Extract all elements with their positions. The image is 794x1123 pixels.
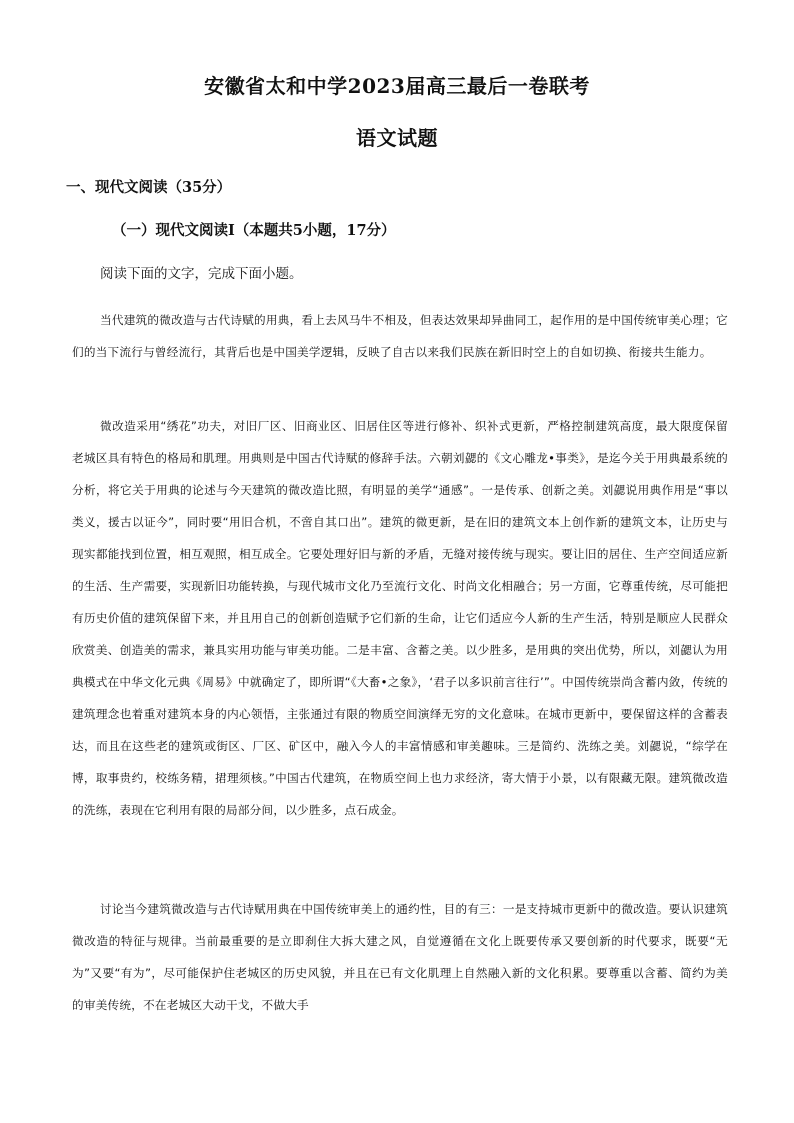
- passage-paragraph-3: 讨论当今建筑微改造与古代诗赋用典在中国传统审美上的通约性，目的有三：一是支持城市更新中的微改造。要认识建筑微改造的特征与规律。当前最重要的是立即刹住大拆大建之风，自觉遵循在文化上既要传承又要创新的时代要求，既要“无为”又要“有为”，尽可能保护住老城区的历史风貌，并且在已有文化肌理上自然融入新的文化积累。要尊重以含蓄、简约为美的审美传统，不在老城区大动干戈，不做大手: [72, 902, 728, 1012]
- reading-instruction: 阅读下面的文字，完成下面小题。: [100, 266, 303, 282]
- section-heading: 一、现代文阅读（35分）: [66, 179, 232, 196]
- document-title: 安徽省太和中学2023届高三最后一卷联考: [204, 74, 590, 98]
- passage-paragraph-1: 当代建筑的微改造与古代诗赋的用典，看上去风马牛不相及，但表达效果却异曲同工，起作用的是中国传统审美心理；它们的当下流行与曾经流行，其背后也是中国美学逻辑，反映了自古以来我们民族在新旧时空上的自如切换、衔接共生能力。: [72, 313, 728, 359]
- passage-paragraph-2: 微改造采用“绣花”功夫，对旧厂区、旧商业区、旧居住区等进行修补、织补式更新，严格控制建筑高度，最大限度保留老城区具有特色的格局和肌理。用典则是中国古代诗赋的修辞手法。六朝刘勰的《文心雕龙•事类》，是迄今关于用典最系统的分析，将它关于用典的论述与今天建筑的微改造比照，有明显的美学“通感”。一是传承、创新之美。刘勰说用典作用是“事以类义，援古以证今”，同时要“用旧合机，不啻自其口出”。建筑的微更新，是在旧的建筑文本上创作新的建筑文本，让历史与现实都能找到位置，相互观照，相互成全。它要处理好旧与新的矛盾，无缝对接传统与现实。要让旧的居住、生产空间适应新的生活、生产需要，实现新旧功能转换，与现代城市文化乃至流行文化、时尚文化相融合；另一方面，它尊重传统，尽可能把有历史价值的建筑保留下来，并且用自己的创新创造赋予它们新的生命，让它们适应今人新的生产生活，特别是顺应人民群众欣赏美、创造美的需求，兼具实用功能与审美功能。二是丰富、含蓄之美。以少胜多，是用典的突出优势，所以，刘勰认为用典模式在中华文化元典《周易》中就确定了，即所谓“《大畜•之象》，‘君子以多识前言往行’”。中国传统崇尚含蓄内敛，传统的建筑理念也着重对建筑本身的内心领悟，主张通过有限的物质空间演绎无穷的文化意味。在城市更新中，要保留这样的含蓄表达，而且在这些老的建筑或街区、厂区、矿区中，融入今人的丰富情感和审美趣味。三是简约、洗练之美。刘勰说，“综学在博，取事贵约，校练务精，捃理须核。”中国古代建筑，在物质空间上也力求经济，寄大情于小景，以有限藏无限。建筑微改造的洗练，表现在它利用有限的局部分间，以少胜多，点石成金。: [72, 419, 728, 817]
- subsection-heading: （一）现代文阅读Ⅰ（本题共5小题，17分）: [112, 222, 396, 239]
- document-subtitle: 语文试题: [356, 126, 438, 150]
